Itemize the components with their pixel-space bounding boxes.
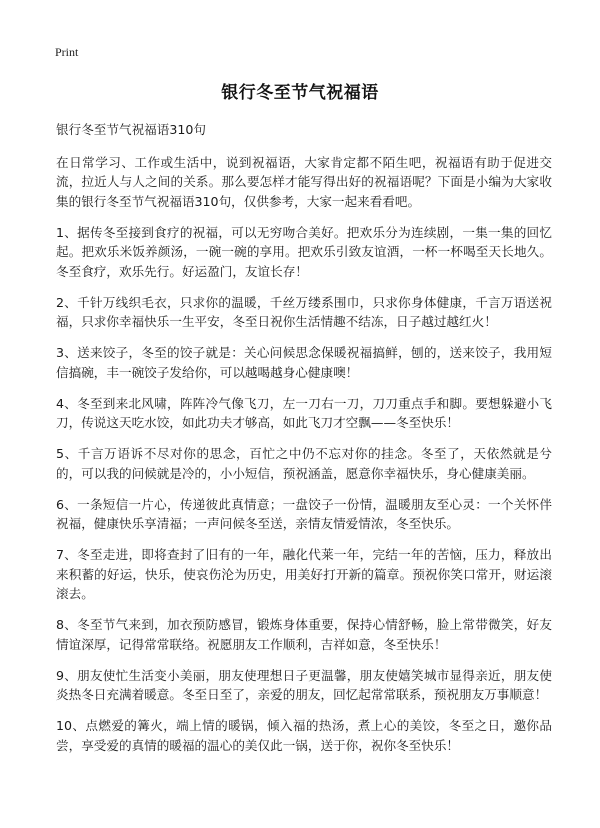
- intro-paragraph: 在日常学习、工作或生活中，说到祝福语，大家肯定都不陌生吧，祝福语有助于促进交流，拉近人与人之间的关系。那么要怎样才能写得出好的祝福语呢？下面是小编为大家收集的银行冬至节气祝福语310句，仅供参考，大家一起来看看吧。: [56, 154, 552, 209]
- print-link[interactable]: Print: [55, 45, 79, 59]
- blessing-paragraph-3: 3、送来饺子，冬至的饺子就是：关心问候思念保暖祝福搞鲜，刨的，送来饺子，我用短信搞碗，丰一碗饺子发给你，可以越喝越身心健康噢！: [56, 345, 552, 380]
- document-body: [56, 120, 552, 767]
- page-title: 银行冬至节气祝福语: [221, 83, 379, 103]
- blessing-paragraph-9: 9、朋友使忙生活变小美丽，朋友使理想日子更温馨，朋友使嬉笑城市显得亲近，朋友使炎热冬日充满着暖意。冬至日至了，亲爱的朋友，回忆起常常联系，预祝朋友万事顺意！: [56, 667, 552, 702]
- blessing-paragraph-4: 4、冬至到来北风啸，阵阵冷气像飞刀，左一刀右一刀，刀刀重点手和脚。要想躲避小飞刀，传说这天吃水饺，如此功夫才够高，如此飞刀才空飘——冬至快乐！: [56, 395, 552, 430]
- blessing-paragraph-7: 7、冬至走进，即将查封了旧有的一年，融化代莱一年，完结一年的苦恼，压力，释放出来积蓄的好运，快乐，使哀伤沦为历史，用美好打开新的篇章。预祝你笑口常开，财运滚滚去。: [56, 547, 552, 601]
- blessing-paragraph-1: 1、据传冬至接到食疗的祝福，可以无穷吻合美好。把欢乐分为连续剧，一集一集的回忆起。把欢乐米饭养颜汤，一碗一碗的享用。把欢乐引致友谊酒，一杯一杯喝至天长地久。冬至食疗，欢乐先行。好运盈门，友谊长存！: [56, 224, 552, 279]
- blessing-paragraph-6: 6、一条短信一片心，传递彼此真情意；一盘饺子一份情，温暖朋友至心灵：一个关怀伴祝福，健康快乐享清福；一声问候冬至送，亲情友情爱情浓，冬至快乐。: [56, 496, 552, 531]
- blessing-paragraph-8: 8、冬至节气来到，加衣预防感冒，锻炼身体重要，保持心情舒畅，脸上常带微笑，好友情谊深厚，记得常常联络。祝愿朋友工作顺利，吉祥如意，冬至快乐！: [56, 617, 552, 652]
- blessing-paragraph-5: 5、千言万语诉不尽对你的思念，百忙之中仍不忘对你的挂念。冬至了，天依然就是兮的，可以我的问候就是冷的，小小短信，预祝涵盖，愿意你幸福快乐，身心健康美丽。: [56, 446, 552, 481]
- blessing-paragraph-2: 2、千针万线织毛衣，只求你的温暖，千丝万缕系围巾，只求你身体健康，千言万语送祝福，只求你幸福快乐一生平安，冬至日祝你生活情趣不结冻，日子越过越红火！: [56, 294, 552, 329]
- blessing-paragraph-10: 10、点燃爱的篝火，端上情的暖锅，倾入福的热汤，煮上心的美饺，冬至之日，邀你品尝，享受爱的真情的暖福的温心的美仅此一锅，送于你，祝你冬至快乐！: [56, 718, 552, 753]
- document-subtitle: 银行冬至节气祝福语310句: [56, 122, 206, 137]
